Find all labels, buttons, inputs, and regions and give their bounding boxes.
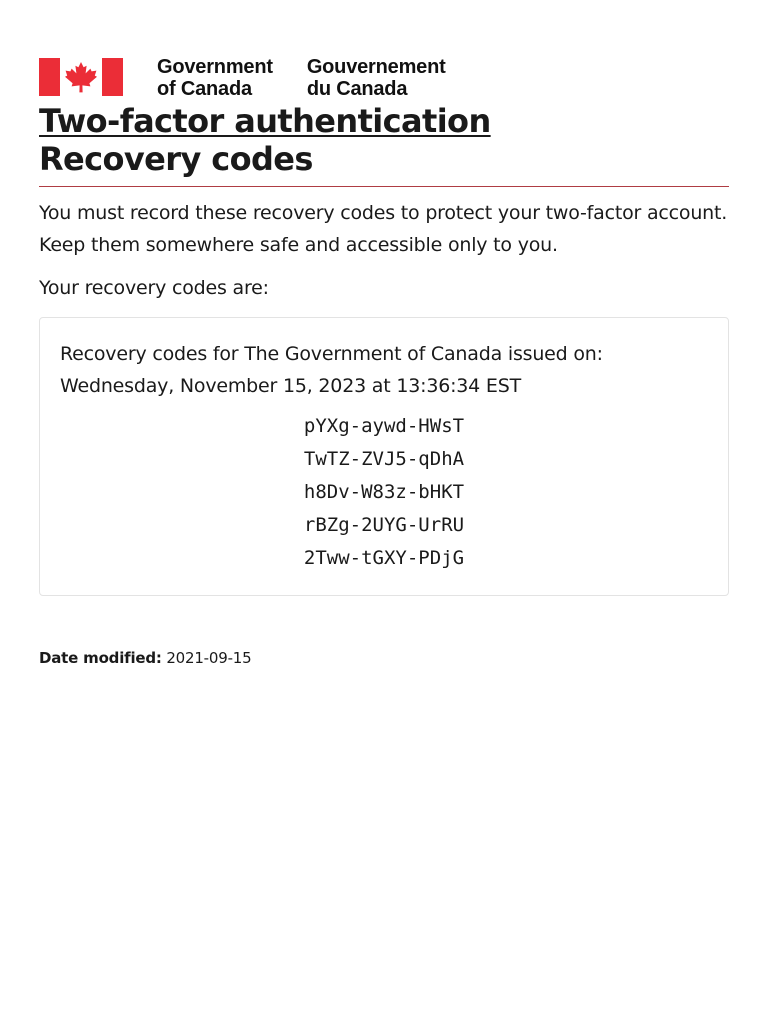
page-title xyxy=(39,102,729,178)
recovery-code: TwTZ-ZVJ5-qDhA xyxy=(303,448,465,470)
issued-line2: Wednesday, November 15, 2023 at 13:36:34 EST xyxy=(60,375,521,397)
signature-french xyxy=(307,56,446,100)
signature-english-line2: of Canada xyxy=(157,78,252,100)
codes-label: Your recovery codes are: xyxy=(39,277,269,299)
recovery-codes-list xyxy=(60,410,708,575)
issued-text xyxy=(60,338,708,402)
canada-flag-icon xyxy=(39,58,123,96)
page-title-line2: Recovery codes xyxy=(39,140,313,178)
intro-text: You must record these recovery codes to protect your two-factor account. Keep them somewhere safe and accessible only to you. xyxy=(39,202,728,256)
signature-english-line1: Government xyxy=(157,56,273,78)
date-modified-label: Date modified: xyxy=(39,649,162,667)
signature-french-line1: Gouvernement xyxy=(306,56,446,78)
recovery-code: rBZg-2UYG-UrRU xyxy=(303,514,465,536)
recovery-codes-panel xyxy=(39,317,729,596)
date-modified xyxy=(39,647,729,669)
page-content xyxy=(39,56,729,669)
recovery-code: h8Dv-W83z-bHKT xyxy=(303,481,465,503)
signature-english xyxy=(157,56,273,100)
issued-line1: Recovery codes for The Government of Canada issued on: xyxy=(60,343,603,365)
page-title-line1: Two-factor authentication xyxy=(39,102,491,140)
title-divider xyxy=(39,186,729,187)
government-signature xyxy=(39,56,729,100)
date-modified-value: 2021-09-15 xyxy=(166,649,252,667)
recovery-code: 2Tww-tGXY-PDjG xyxy=(303,547,465,569)
recovery-code: pYXg-aywd-HWsT xyxy=(303,415,465,437)
signature-french-line2: du Canada xyxy=(306,78,408,100)
